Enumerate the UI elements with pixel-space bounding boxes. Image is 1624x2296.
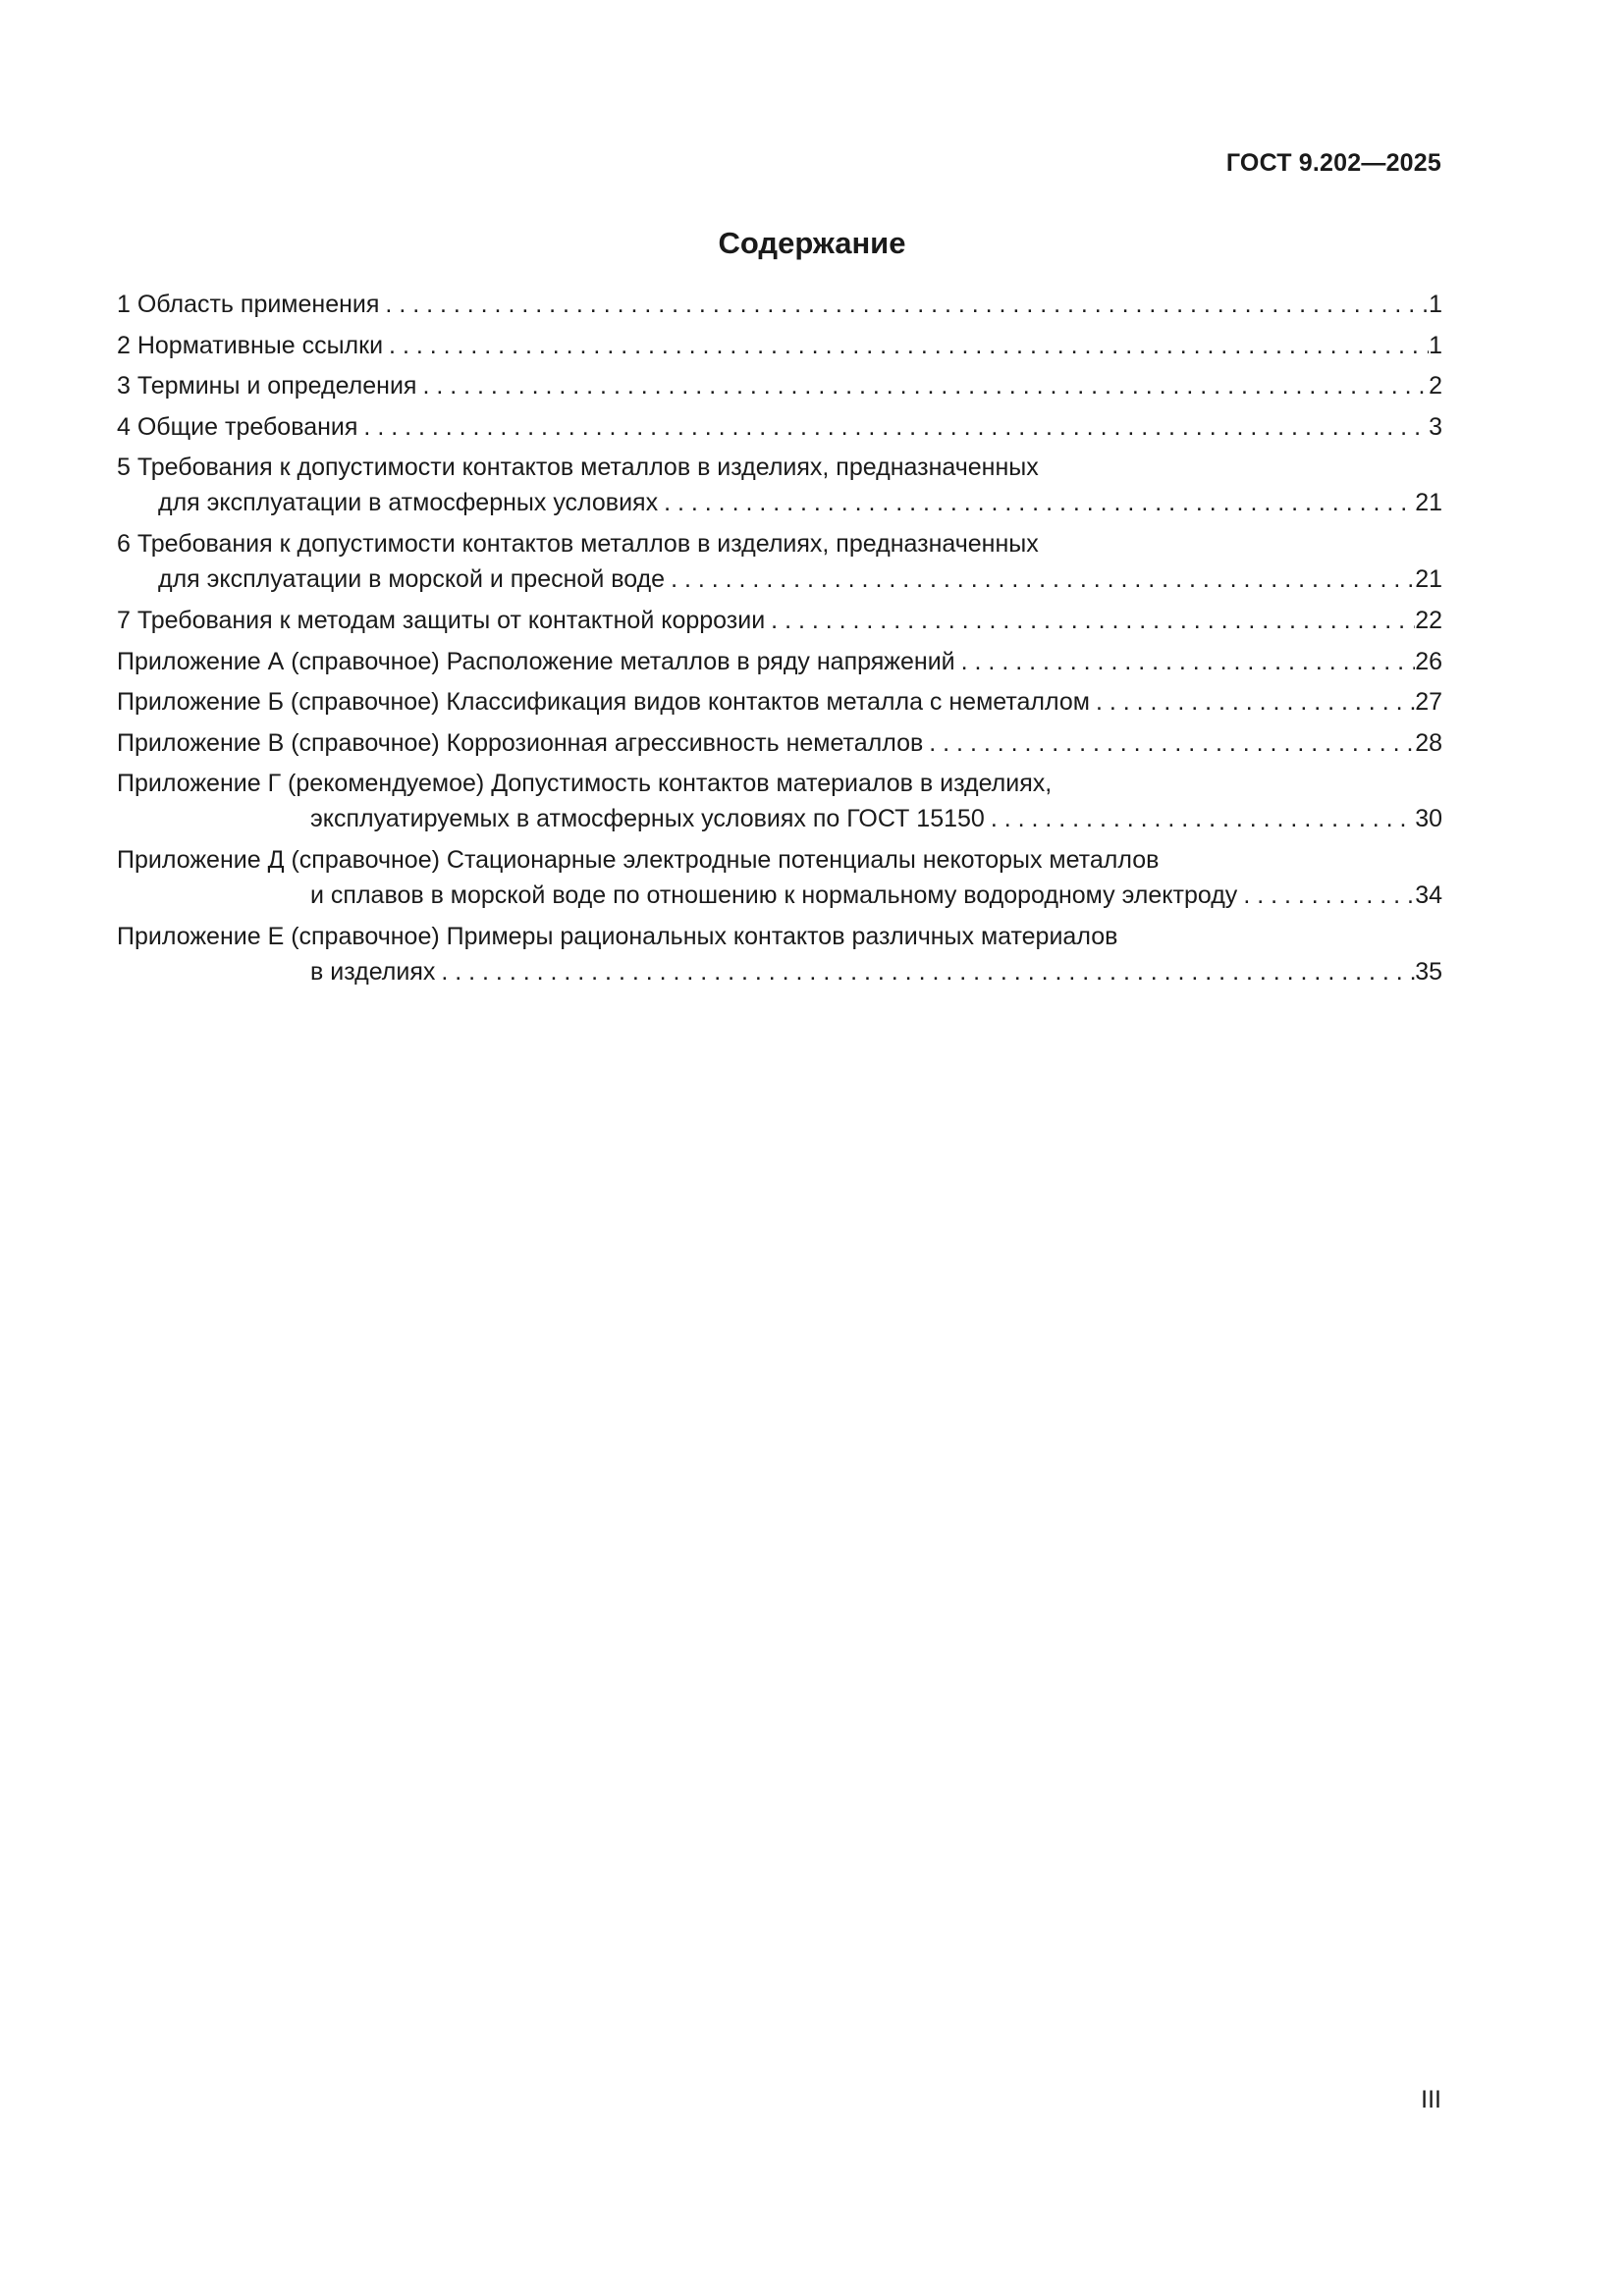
toc-leader-dots	[1090, 684, 1415, 720]
toc-entry-title: 4 Общие требования	[117, 412, 358, 441]
toc-leader-dots	[985, 801, 1415, 836]
toc-entry[interactable]	[117, 919, 1442, 989]
toc-entry[interactable]	[117, 526, 1442, 597]
toc-page-number: 28	[1415, 728, 1442, 757]
toc-leader-dots	[923, 725, 1415, 761]
toc-entry[interactable]	[117, 684, 1442, 720]
toc-leader-dots	[665, 561, 1415, 597]
toc-entry[interactable]	[117, 725, 1442, 761]
toc-entry-title: 6 Требования к допустимости контактов металлов в изделиях, предназначенных	[117, 530, 1039, 558]
toc-page-number: 3	[1429, 412, 1442, 441]
toc-entry-title: Приложение Б (справочное) Классификация видов контактов металла с неметаллом	[117, 688, 1090, 716]
toc-title: Содержание	[718, 226, 906, 260]
toc-entry-title-continuation: и сплавов в морской воде по отношению к нормальному водородному электроду	[310, 881, 1238, 909]
toc-page-number: 21	[1415, 489, 1442, 516]
toc-page-number: 30	[1415, 805, 1442, 832]
toc-page-number: 26	[1415, 647, 1442, 675]
toc-entry-title: Приложение Г (рекомендуемое) Допустимость контактов материалов в изделиях,	[117, 770, 1053, 797]
toc-entry-title: 3 Термины и определения	[117, 372, 417, 400]
toc-leader-dots	[357, 409, 1429, 445]
toc-entry[interactable]	[117, 328, 1442, 363]
document-code: ГОСТ 9.202—2025	[1225, 149, 1441, 177]
toc-entry[interactable]	[117, 450, 1442, 520]
toc-entry-title-continuation: для эксплуатации в атмосферных условиях	[158, 489, 659, 516]
toc-entry[interactable]	[117, 368, 1442, 403]
toc-leader-dots	[416, 368, 1429, 403]
toc-entry[interactable]	[117, 766, 1442, 836]
toc-entry-title: Приложение А (справочное) Расположение металлов в ряду напряжений	[117, 647, 955, 675]
toc-leader-dots	[765, 603, 1415, 638]
toc-page-number: 35	[1415, 958, 1442, 986]
toc-entry[interactable]	[117, 842, 1442, 913]
toc-page-number: 1	[1429, 291, 1442, 318]
toc-entry-title-continuation: эксплуатируемых в атмосферных условиях по ГОСТ 15150	[310, 805, 985, 832]
toc-leader-dots	[1237, 878, 1415, 913]
toc-page-number: 27	[1415, 688, 1442, 716]
toc-entry[interactable]	[117, 287, 1442, 322]
toc-leader-dots	[658, 485, 1415, 520]
toc-entry-title: 5 Требования к допустимости контактов металлов в изделиях, предназначенных	[117, 454, 1039, 481]
toc-entry-title: Приложение Д (справочное) Стационарные электродные потенциалы некоторых металлов	[117, 846, 1160, 874]
toc-entry-title: 7 Требования к методам защиты от контактной коррозии	[117, 607, 766, 634]
toc-page-number: 22	[1415, 607, 1442, 634]
toc-page-number: 2	[1429, 372, 1442, 400]
toc-entry[interactable]	[117, 603, 1442, 638]
page-number: III	[1421, 2086, 1441, 2113]
toc-page-number: 1	[1429, 331, 1442, 359]
toc-leader-dots	[383, 328, 1429, 363]
toc-entry[interactable]	[117, 409, 1442, 445]
toc-leader-dots	[955, 644, 1416, 679]
toc-entry-title: Приложение В (справочное) Коррозионная агрессивность неметаллов	[117, 728, 924, 757]
toc-entry-title-continuation: для эксплуатации в морской и пресной воде	[158, 565, 666, 593]
table-of-contents	[117, 287, 1442, 995]
toc-entry-title-continuation: в изделиях	[310, 958, 436, 986]
toc-leader-dots	[379, 287, 1429, 322]
toc-entry-title: 2 Нормативные ссылки	[117, 331, 384, 359]
toc-leader-dots	[435, 954, 1415, 989]
toc-entry-title: Приложение Е (справочное) Примеры рациональных контактов различных материалов	[117, 923, 1118, 950]
toc-entry[interactable]	[117, 644, 1442, 679]
toc-entry-title: 1 Область применения	[117, 291, 380, 318]
toc-page-number: 34	[1415, 881, 1442, 909]
toc-page-number: 21	[1415, 565, 1442, 593]
